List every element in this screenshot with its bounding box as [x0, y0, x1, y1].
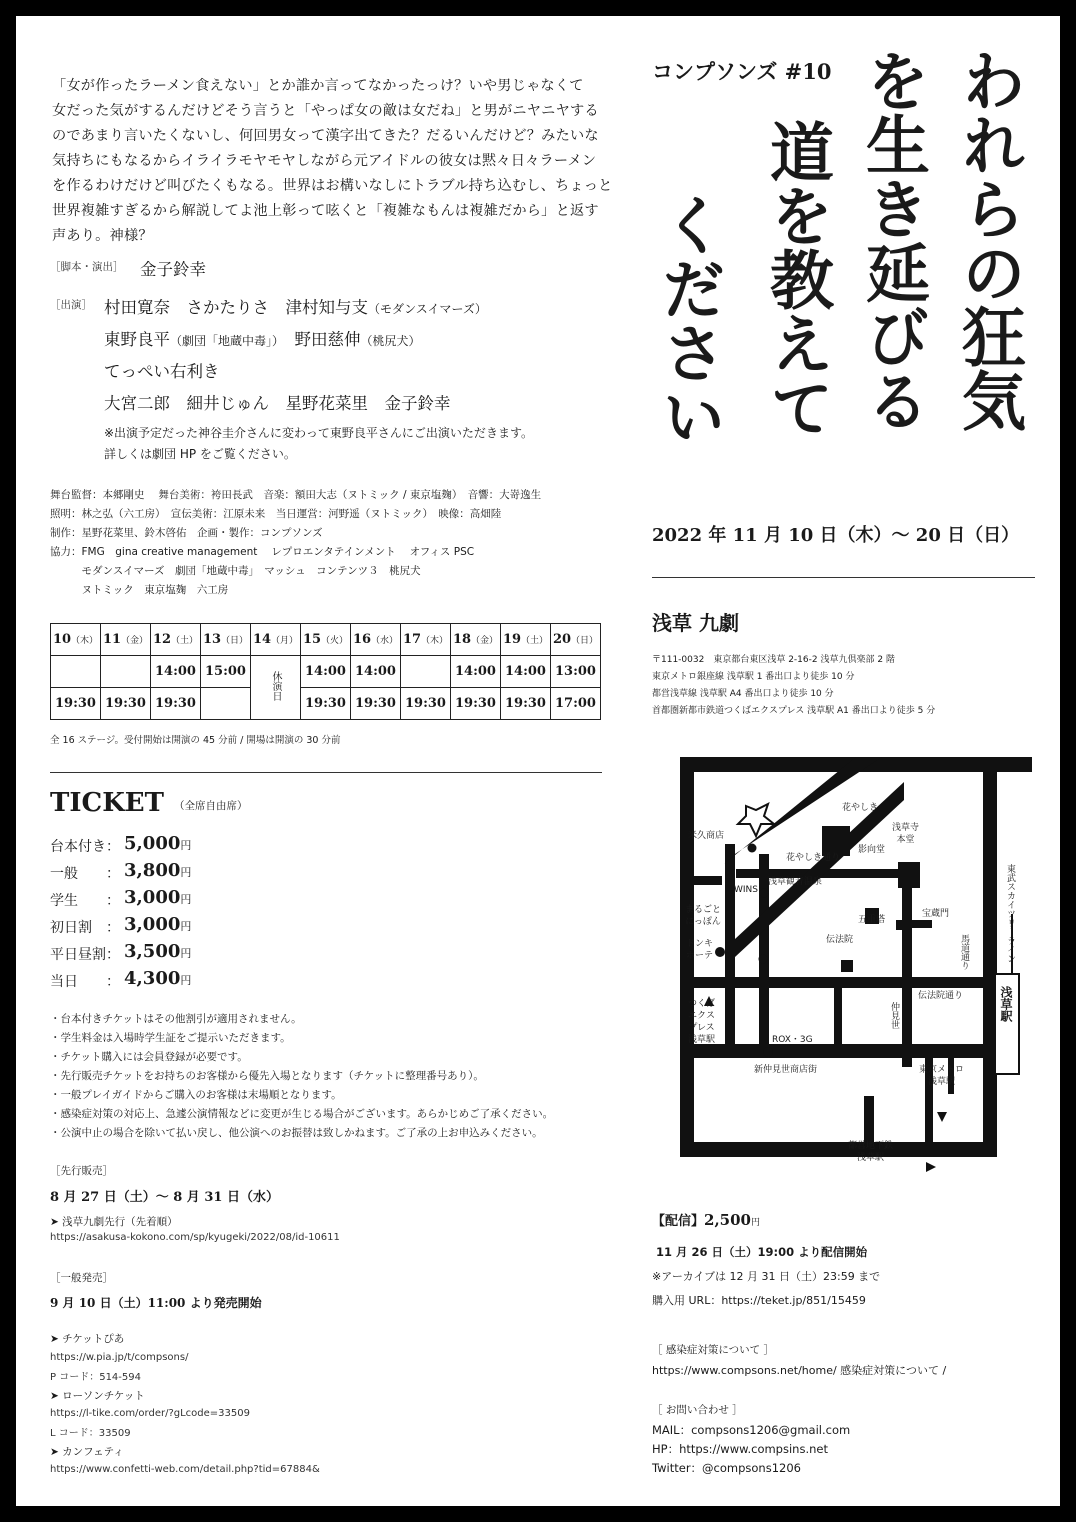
cast-line — [104, 294, 487, 318]
outlet-name: ➤ チケットぴあ — [50, 1333, 125, 1345]
time-cell: 19:30 — [451, 688, 501, 720]
map-label-asakusa-station: 浅草駅 — [999, 986, 1013, 1022]
marugoto-marker — [759, 955, 768, 964]
time-cell: 19:30 — [151, 688, 201, 720]
day-cell: 11（金） — [101, 624, 151, 656]
price-label: 一般 ： — [50, 866, 120, 882]
stream-price: 2,500 — [704, 1211, 751, 1229]
day-cell: 10（木） — [51, 624, 101, 656]
price-row — [50, 914, 192, 937]
map-label-sensoji: 浅草寺 本堂 — [892, 823, 920, 845]
intro-line: を作るわけだけど叫びたくもなる。世界はお構いなしにトラブル持ち込むし、ちょっと — [52, 178, 613, 194]
intro-line: 世界複雑すぎるから解説してよ池上彰って呟くと「複雑なもんは複雑だから」と返す — [52, 203, 599, 219]
writer-label: ［脚本・演出］ — [50, 261, 124, 273]
price-row — [50, 968, 192, 991]
covid-label: ［ 感染症対策について ］ — [652, 1344, 774, 1356]
day-cell: 18（金） — [451, 624, 501, 656]
map-label-toei: 都営地下鉄 浅草駅 — [848, 1141, 894, 1163]
price-amount: 5,000円 — [124, 833, 192, 854]
time-cell — [101, 656, 151, 688]
cast-note — [104, 423, 533, 465]
schedule-matinee-row — [51, 656, 601, 688]
price-amount: 3,000円 — [124, 914, 192, 935]
staff-line: 舞台監督：本郷剛史 舞台美術：袴田長武 音楽：額田大志（ヌトミック / 東京塩麹） 音響：大嵜逸生 — [50, 489, 542, 501]
outlet-link[interactable]: https://www.confetti-web.com/detail.php?tid=67884& — [50, 1464, 320, 1475]
map-label-hozomon: 宝蔵門 — [922, 909, 950, 919]
cast-affiliation: （桃尻犬） — [360, 334, 421, 348]
intro-line: のであまり言いたくないし、何回男女って漢字出てきた？だるいんだけど？みたいな — [52, 128, 599, 144]
time-cell: 17:00 — [551, 688, 601, 720]
general-sale-label: ［一般発売］ — [50, 1272, 113, 1284]
map-label-nakamise: 仲見世 — [889, 1002, 899, 1029]
price-label: 当日 ： — [50, 974, 120, 990]
time-cell: 14:00 — [151, 656, 201, 688]
time-cell: 13:00 — [551, 656, 601, 688]
cast-names: てっぺい右利き — [104, 362, 220, 381]
venue-line: 都営浅草線 浅草駅 A4 番出口より徒歩 10 分 — [652, 689, 834, 699]
time-cell — [51, 656, 101, 688]
time-cell — [401, 656, 451, 688]
intro-paragraph — [52, 74, 614, 249]
presale-outlet: ➤ 浅草九劇先行（先着順） — [50, 1216, 178, 1228]
time-cell — [201, 688, 251, 720]
writer-name: 金子鈴幸 — [140, 260, 206, 279]
general-sale-date: 9 月 10 日（土）11:00 より発売開始 — [50, 1296, 262, 1310]
title-column-2: を生き延びる — [855, 48, 930, 432]
day-cell: 20（日） — [551, 624, 601, 656]
time-cell: 19:30 — [101, 688, 151, 720]
title-column-4: ください — [651, 192, 726, 448]
map-label-rox: ROX・3G — [772, 1035, 813, 1045]
day-cell: 16（水） — [351, 624, 401, 656]
stream-purchase-link[interactable]: 購入用 URL：https://teket.jp/851/15459 — [652, 1294, 866, 1307]
price-amount: 4,300円 — [124, 968, 192, 989]
price-amount: 3,000円 — [124, 887, 192, 908]
ticket-notes — [50, 1010, 553, 1143]
price-row — [50, 860, 192, 883]
map-label-hanayashiki: 花やしき — [842, 803, 879, 813]
staff-line: 照明：林之弘（六工房） 宣伝美術：江原未来 当日運営：河野遥（ヌトミック） 映像：高畑陸 — [50, 508, 502, 520]
ticket-note: ・一般プレイガイドからご購入のお客様は末場順となります。 — [50, 1089, 342, 1101]
contact-hp[interactable]: HP：https://www.compsins.net — [652, 1442, 828, 1456]
day-cell: 13（日） — [201, 624, 251, 656]
price-label: 学生 ： — [50, 893, 120, 909]
intro-line: 気持ちにもなるからイライラモヤモヤしながら元アイドルの彼女は黙々日々ラーメン — [52, 153, 597, 169]
price-row — [50, 833, 192, 856]
covid-link[interactable]: https://www.compsons.net/home/ 感染症対策について / — [652, 1364, 947, 1377]
time-cell: 19:30 — [51, 688, 101, 720]
day-cell: 15（火） — [301, 624, 351, 656]
flyer-sheet — [16, 16, 1060, 1506]
map-label-donki: ドンキ ホーテ — [686, 939, 714, 961]
schedule-days-row — [51, 624, 601, 656]
stream-start: 11 月 26 日（土）19:00 より配信開始 — [656, 1245, 868, 1259]
intro-line: 声あり。神様？ — [52, 228, 153, 244]
staff-line: ヌトミック 東京塩麹 六工房 — [50, 584, 229, 596]
contact-twitter[interactable]: Twitter：@compsons1206 — [652, 1461, 801, 1475]
presale-dates: 8 月 27 日（土）～ 8 月 31 日（水） — [50, 1190, 279, 1205]
cast-line — [104, 358, 220, 382]
donki-marker — [715, 947, 725, 957]
outlet-code: P コード：514-594 — [50, 1372, 141, 1383]
venue-line: 東京メトロ銀座線 浅草駅 1 番出口より徒歩 10 分 — [652, 672, 855, 682]
map-label-tx: つくば エクス プレス 浅草駅 — [688, 999, 716, 1045]
outlet-code: L コード：33509 — [50, 1428, 131, 1439]
venue-line: 〒111-0032 東京都台東区浅草 2-16-2 浅草九倶楽部 2 階 — [652, 655, 895, 665]
title-column-3: 道を教えて — [759, 119, 834, 439]
time-cell: 19:30 — [301, 688, 351, 720]
ticket-note: ・先行販売チケットをお持ちのお客様から優先入場となります（チケットに整理番号あり）。 — [50, 1070, 484, 1082]
venue-line: 首都圏新都市鉄道つくばエクスプレス 浅草駅 A1 番出口より徒歩 5 分 — [652, 706, 936, 716]
yonekyu-marker — [748, 844, 757, 853]
map-label-hanayashiki-dori: 花やしき通り — [786, 853, 841, 863]
access-map — [636, 744, 1036, 1184]
cast-note-line: ※出演予定だった神谷圭介さんに変わって東野良平さんにご出演いただきます。 — [104, 426, 533, 440]
toei-station-icon — [926, 1162, 936, 1172]
map-label-marugoto: まるごと にっぽん — [685, 905, 722, 927]
divider — [652, 577, 1035, 578]
rox-marker — [763, 1047, 773, 1057]
cast-note-line: 詳しくは劇団 HP をご覧ください。 — [104, 447, 296, 461]
outlet-name: ➤ ローソンチケット — [50, 1390, 145, 1402]
contact-label: ［ お問い合わせ ］ — [652, 1404, 743, 1416]
price-label: 初日割 ： — [50, 920, 120, 936]
schedule-note: 全 16 ステージ。受付開始は開演の 45 分前 / 開場は開演の 30 分前 — [50, 735, 341, 746]
denboin-block — [841, 960, 853, 972]
cast-names: 村田寛奈 さかたりさ 津村知与支 — [104, 298, 368, 317]
day-cell: 19（土） — [501, 624, 551, 656]
stream-archive: ※アーカイブは 12 月 31 日（土）23:59 まで — [652, 1270, 881, 1283]
ticket-note: ・学生料金は入場時学生証をご提示いただきます。 — [50, 1032, 291, 1044]
map-label-umamichi: 馬道通り — [959, 934, 969, 970]
time-cell: 14:00 — [301, 656, 351, 688]
venue-name: 浅草 九劇 — [652, 611, 739, 635]
sensoji-block — [898, 862, 920, 888]
title-column-1: われらの狂気 — [951, 48, 1026, 432]
price-row — [50, 941, 192, 964]
cast-affiliation: （劇団「地蔵中毒」） — [170, 334, 279, 348]
cast-line — [104, 326, 421, 350]
divider — [50, 772, 602, 773]
time-cell: 19:30 — [351, 688, 401, 720]
staff-credits — [50, 486, 541, 600]
cast-line — [104, 390, 451, 414]
outlet-link[interactable]: https://l-tike.com/order/?gLcode=33509 — [50, 1408, 250, 1419]
time-cell: 14:00 — [351, 656, 401, 688]
schedule-table — [50, 623, 601, 720]
price-amount: 3,500円 — [124, 941, 192, 962]
cast-names: 東野良平 — [104, 330, 170, 349]
price-row — [50, 887, 192, 910]
map-label-kannon-onsen: 浅草観音温泉 — [768, 877, 823, 887]
kannon-onsen-marker — [760, 889, 769, 898]
troupe-name: コンプソンズ #10 — [652, 59, 832, 84]
day-cell: 14（月） — [251, 624, 301, 656]
time-cell: 19:30 — [401, 688, 451, 720]
map-roads — [680, 757, 1032, 1157]
time-cell: 14:00 — [451, 656, 501, 688]
time-cell: 15:00 — [201, 656, 251, 688]
staff-line: モダンスイマーズ 劇団「地蔵中毒」 マッシュ コンテンツ３ 桃尻犬 — [50, 565, 421, 577]
ticket-note: ・台本付きチケットはその他割引が適用されません。 — [50, 1013, 302, 1025]
intro-line: 「女が作ったラーメン食えない」とか誰か言ってなかったっけ？いや男じゃなくて — [52, 78, 584, 94]
day-cell: 17（木） — [401, 624, 451, 656]
contact-mail[interactable]: MAIL：compsons1206@gmail.com — [652, 1423, 851, 1437]
cast-names: 野田慈伸 — [278, 330, 361, 349]
map-label-yogodo: 影向堂 — [858, 845, 886, 855]
ticket-note: ・チケット購入には会員登録が必要です。 — [50, 1051, 248, 1063]
presale-link[interactable]: https://asakusa-kokono.com/sp/kyugeki/2022/08/id-10611 — [50, 1232, 340, 1243]
intro-line: 女だった気がするんだけどそう言うと「やっぱ女の敵は女だね」と男がニヤニヤする — [52, 103, 599, 119]
schedule-evening-row — [51, 688, 601, 720]
map-label-denboin: 伝法院 — [826, 935, 854, 945]
ticket-title: TICKET — [50, 788, 164, 818]
price-label: 平日昼割： — [50, 947, 120, 963]
rest-day-cell: 休演日 — [251, 656, 301, 720]
map-label-wins: WINS — [734, 885, 758, 895]
staff-line: 協力：FMG gina creative management レプロエンタテインメント オフィス PSC — [50, 546, 475, 558]
day-cell: 12（土） — [151, 624, 201, 656]
price-amount: 3,800円 — [124, 860, 192, 881]
map-label-shinnakamise: 新仲見世商店街 — [754, 1065, 818, 1075]
cast-names: 大宮二郎 細井じゅん 星野花菜里 金子鈴幸 — [104, 394, 451, 413]
performance-dates: 2022 年 11 月 10 日（木）～ 20 日（日） — [652, 525, 1020, 546]
ticket-note: ・感染症対策の対応上、急遽公演情報などに変更が生じる場合がございます。あらかじめご了承ください。 — [50, 1108, 554, 1120]
outlet-link[interactable]: https://w.pia.jp/t/compsons/ — [50, 1352, 189, 1363]
ticket-subtitle: （全席自由席） — [174, 800, 248, 812]
time-cell: 14:00 — [501, 656, 551, 688]
map-label-tobu: 東武スカイツリーライン — [1005, 864, 1015, 963]
presale-label: ［先行販売］ — [50, 1165, 113, 1177]
map-label-metro: 東京メトロ 浅草駅 — [919, 1065, 965, 1087]
stream-label: 【配信】2,500円 — [652, 1211, 761, 1229]
map-label-denboin-dori: 伝法院通り — [918, 991, 964, 1001]
cast-affiliation: （モダンスイマーズ） — [368, 302, 487, 316]
metro-station-icon — [937, 1112, 947, 1122]
outlet-name: ➤ カンフェティ — [50, 1446, 124, 1458]
cast-label: ［出演］ — [50, 299, 92, 311]
map-label-yonekyu: 米久商店 — [688, 831, 725, 841]
venue-access — [652, 652, 935, 720]
ticket-note: ・公演中止の場合を除いて払い戻し、他公演へのお振替は致しかねます。ご了承の上お申込みください。 — [50, 1127, 543, 1139]
time-cell: 19:30 — [501, 688, 551, 720]
map-label-gojunoto: 五重塔 — [858, 915, 886, 925]
price-label: 台本付き： — [50, 839, 120, 855]
staff-line: 制作：星野花菜里、鈴木啓佑 企画・製作：コンプソンズ — [50, 527, 323, 539]
